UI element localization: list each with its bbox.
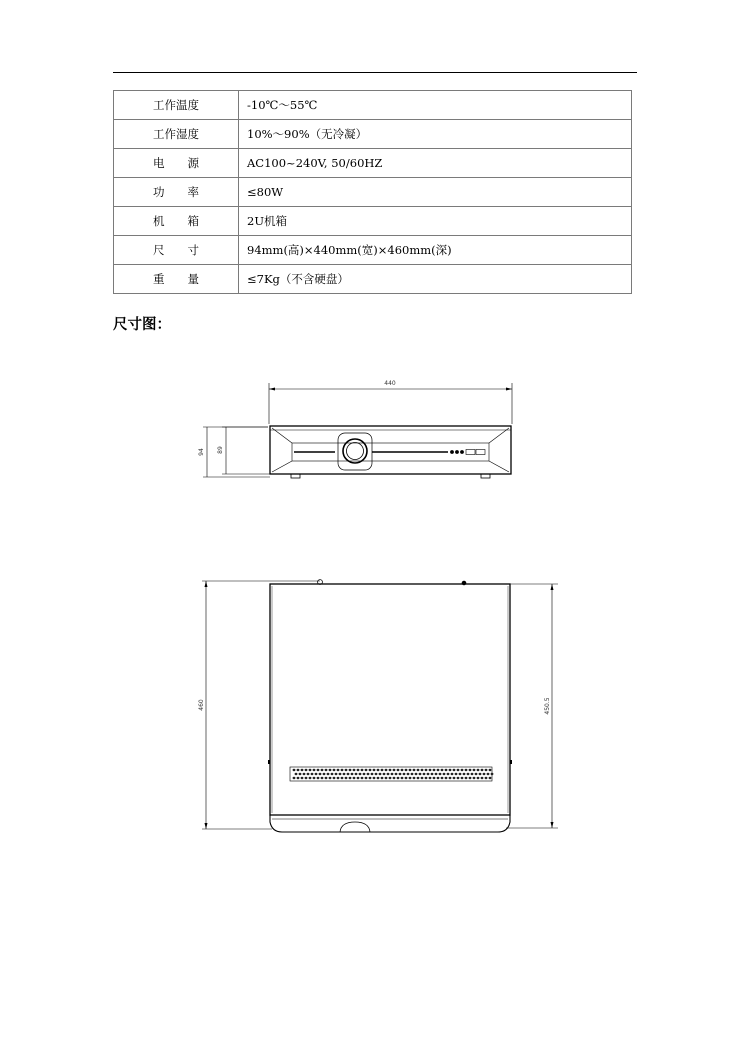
spec-value: 94mm(高)×440mm(宽)×460mm(深) — [239, 236, 632, 265]
vent-grille — [293, 769, 494, 779]
top-depth-inner-label: 450.5 — [544, 697, 551, 715]
spec-label: 重 量 — [114, 265, 239, 294]
spec-label: 尺 寸 — [114, 236, 239, 265]
front-height-outer-label: 94 — [198, 448, 205, 456]
front-width-label: 440 — [384, 380, 396, 387]
spec-value: 10%～90%（无冷凝） — [239, 120, 632, 149]
spec-label: 工作温度 — [114, 91, 239, 120]
spec-value: AC100~240V, 50/60HZ — [239, 149, 632, 178]
spec-label: 电 源 — [114, 149, 239, 178]
spec-value: 2U机箱 — [239, 207, 632, 236]
top-view-drawing — [202, 580, 558, 832]
spec-label: 机 箱 — [114, 207, 239, 236]
dimension-section-title: 尺寸图： — [113, 317, 171, 333]
spec-value: ≤80W — [239, 178, 632, 207]
front-height-inner-label: 89 — [217, 446, 224, 454]
spec-label: 功 率 — [114, 178, 239, 207]
spec-value: ≤7Kg（不含硬盘） — [239, 265, 632, 294]
spec-value: -10℃～55℃ — [239, 91, 632, 120]
spec-label: 工作湿度 — [114, 120, 239, 149]
top-depth-label: 460 — [198, 699, 205, 711]
front-view-drawing — [203, 383, 512, 478]
